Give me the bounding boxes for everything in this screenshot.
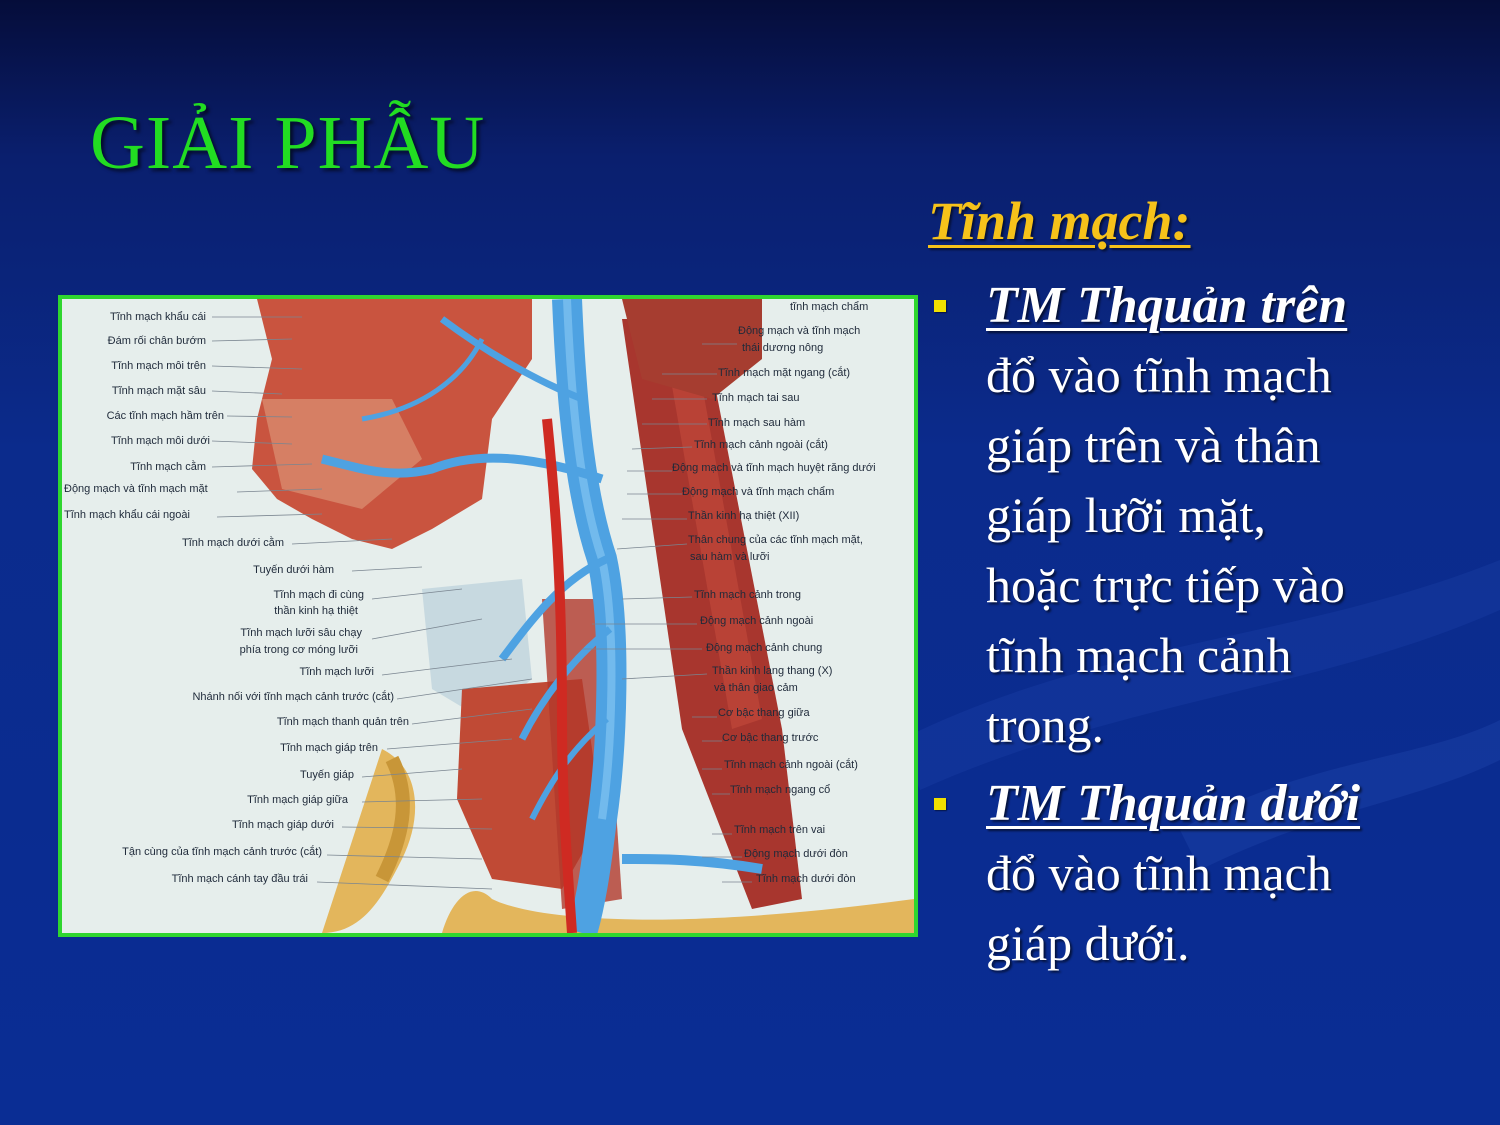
- bullet-text-line: đổ vào tĩnh mạch: [986, 347, 1332, 403]
- figure-label: Tĩnh mạch môi trên: [111, 360, 206, 372]
- figure-label: Tĩnh mạch đi cùng: [273, 589, 364, 601]
- bullet-text-line: hoặc trực tiếp vào: [986, 557, 1345, 613]
- square-bullet-icon: [934, 300, 946, 312]
- figure-label: Thần kinh lang thang (X): [712, 665, 833, 677]
- bullet-text-line: giáp lưỡi mặt,: [986, 487, 1266, 543]
- square-bullet-icon: [934, 798, 946, 810]
- figure-label: Thần kinh hạ thiệt (XII): [688, 510, 800, 522]
- figure-label: Tĩnh mạch cảnh ngoài (cắt): [694, 439, 828, 451]
- figure-label: Tĩnh mạch dưới đòn: [756, 873, 856, 885]
- bullet-term: TM Thquản trên: [986, 277, 1348, 334]
- figure-label: Cơ bậc thang giữa: [718, 707, 810, 719]
- figure-label: Tĩnh mạch lưỡi: [299, 666, 374, 678]
- bullet-term: TM Thquản dưới: [986, 775, 1361, 832]
- figure-label: Tĩnh mạch lưỡi sâu chạy: [240, 627, 362, 639]
- bullet-text-line: trong.: [986, 697, 1105, 753]
- figure-label: Động mạch và tĩnh mạch: [738, 325, 861, 337]
- figure-label: Động mạch và tĩnh mạch huyệt răng dưới: [672, 462, 876, 474]
- figure-label: Tĩnh mạch mặt ngang (cắt): [718, 367, 851, 379]
- bullet-text-line: giáp dưới.: [986, 915, 1190, 971]
- bullet-list: [928, 272, 1488, 988]
- figure-label: Tĩnh mạch cảnh trong: [694, 589, 802, 601]
- slide-title: GIẢI PHẪU: [90, 101, 486, 185]
- figure-label: và thân giao cảm: [714, 682, 798, 694]
- figure-label: Động mạch cảnh chung: [706, 642, 823, 654]
- bullet-item-superior: [928, 272, 1488, 760]
- anatomy-figure: [58, 295, 918, 937]
- figure-label: phía trong cơ móng lưỡi: [239, 644, 358, 656]
- figure-label: Cơ bậc thang trước: [722, 732, 819, 744]
- figure-label: Tĩnh mạch sau hàm: [708, 417, 806, 429]
- figure-label: Tĩnh mạch giáp dưới: [231, 819, 334, 831]
- figure-label: Tĩnh mạch môi dưới: [111, 435, 210, 447]
- figure-label: Các tĩnh mạch hầm trên: [106, 410, 224, 422]
- figure-label: tĩnh mạch chẩm: [790, 301, 869, 313]
- figure-label: Tĩnh mạch thanh quản trên: [276, 716, 409, 728]
- figure-label: thái dương nông: [742, 342, 824, 354]
- figure-label: Tĩnh mạch khẩu cái ngoài: [64, 509, 190, 521]
- figure-label: sau hàm và lưỡi: [690, 551, 770, 563]
- figure-label: Thân chung của các tĩnh mạch mặt,: [688, 534, 863, 546]
- figure-label: Tĩnh mạch ngang cổ: [730, 784, 831, 796]
- figure-label: Tuyến giáp: [299, 769, 354, 781]
- figure-label: Tĩnh mạch khẩu cái: [110, 311, 206, 323]
- bullet-text-line: đổ vào tĩnh mạch: [986, 845, 1332, 901]
- figure-label: Nhánh nối với tĩnh mạch cảnh trước (cắt): [192, 691, 394, 703]
- figure-label: Động mạch và tĩnh mạch mặt: [64, 483, 208, 495]
- figure-label: Đám rối chân bướm: [107, 335, 206, 347]
- bullet-text-line: tĩnh mạch cảnh: [986, 627, 1292, 683]
- figure-label: Động mạch dưới đòn: [744, 848, 848, 860]
- figure-label: Tĩnh mạch giáp trên: [280, 742, 378, 754]
- figure-label: thần kinh hạ thiệt: [274, 605, 358, 617]
- figure-label: Tĩnh mạch cảnh ngoài (cắt): [724, 759, 858, 771]
- figure-label: Tĩnh mạch tai sau: [712, 392, 800, 404]
- figure-label: Động mạch và tĩnh mạch chẩm: [682, 486, 835, 498]
- bullet-item-inferior: [928, 770, 1488, 978]
- section-heading: Tĩnh mạch:: [928, 191, 1191, 251]
- figure-label: Tĩnh mạch mặt sâu: [111, 385, 206, 397]
- figure-label: Tuyến dưới hàm: [253, 564, 334, 576]
- figure-label: Tĩnh mạch dưới cằm: [182, 537, 284, 549]
- figure-label: Tĩnh mạch cằm: [130, 461, 206, 473]
- figure-label: Tĩnh mạch trên vai: [734, 824, 826, 836]
- figure-label: Tận cùng của tĩnh mạch cảnh trước (cắt): [122, 846, 322, 858]
- bullet-text-line: giáp trên và thân: [986, 417, 1321, 473]
- figure-label: Động mạch cảnh ngoài: [700, 615, 814, 627]
- figure-label: Tĩnh mạch giáp giữa: [247, 794, 348, 806]
- figure-label: Tĩnh mạch cánh tay đầu trái: [171, 873, 308, 885]
